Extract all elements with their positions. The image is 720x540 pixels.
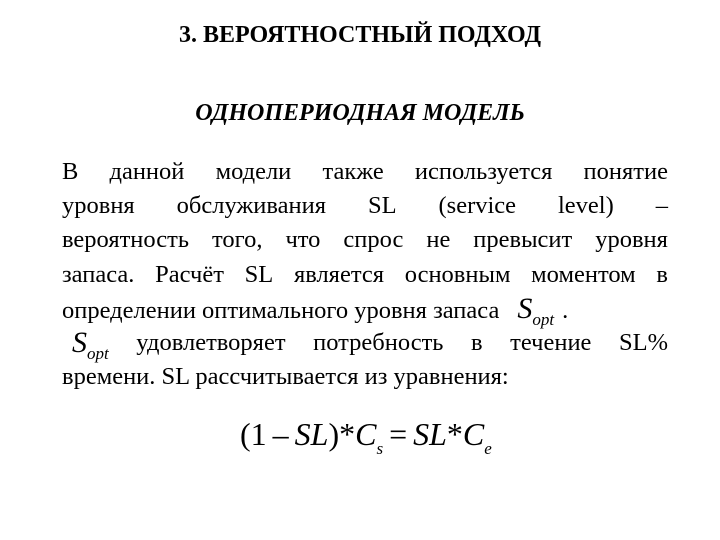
- minus-sign: –: [272, 416, 289, 452]
- word: того,: [212, 226, 263, 254]
- sl-term: SL: [413, 416, 447, 452]
- paragraph-line-1: [62, 155, 668, 189]
- word: превысит: [473, 226, 573, 254]
- times-sign: *: [339, 416, 356, 452]
- line-text: времени. SL рассчитывается из уравнения:: [62, 363, 509, 391]
- paragraph-line-3: [62, 223, 668, 257]
- word: удовлетворяет: [136, 328, 286, 356]
- subscript-e: e: [484, 439, 492, 458]
- word: является: [293, 260, 384, 288]
- paragraph-line-7: [62, 360, 668, 394]
- close-paren: ): [328, 416, 340, 452]
- word: запаса.: [62, 260, 135, 288]
- service-level-equation: [240, 412, 492, 462]
- word: что: [285, 226, 321, 254]
- word: обслуживания: [176, 192, 327, 220]
- word: –: [655, 192, 668, 220]
- word: (service: [438, 192, 517, 220]
- word: данной: [109, 158, 185, 185]
- sl-term: SL: [294, 416, 329, 452]
- word: используется: [414, 158, 553, 185]
- open-paren: (1: [240, 416, 267, 452]
- word: level): [558, 192, 614, 220]
- equals-sign: =: [389, 416, 408, 452]
- line-text: определении оптимального уровня запаса: [62, 296, 500, 324]
- word: SL: [367, 192, 397, 220]
- word: понятие: [583, 158, 668, 185]
- s-opt-symbol: $S_{opt}$: [517, 291, 555, 329]
- subscript-s: s: [376, 439, 384, 458]
- word: в: [471, 328, 483, 356]
- slide-subtitle: ОДНОПЕРИОДНАЯ МОДЕЛЬ: [195, 100, 525, 126]
- word: потребность: [313, 328, 444, 356]
- word: основным: [404, 260, 511, 288]
- word: не: [426, 226, 451, 254]
- slide-title: 3. ВЕРОЯТНОСТНЫЙ ПОДХОД: [179, 22, 541, 48]
- word: в: [656, 260, 668, 288]
- s-opt-symbol: $S_{opt}$: [72, 325, 109, 363]
- cost-c: C: [355, 416, 377, 452]
- word: течение: [510, 328, 592, 356]
- body-paragraph: [62, 155, 668, 394]
- paragraph-line-6: [62, 325, 668, 363]
- word: уровня: [62, 192, 135, 220]
- word: В: [62, 158, 79, 185]
- word: уровня: [595, 226, 668, 254]
- word: спрос: [343, 226, 404, 254]
- paragraph-line-5: [62, 291, 668, 329]
- paragraph-line-4: [62, 258, 668, 292]
- word: также: [322, 158, 384, 185]
- times-sign: *: [446, 416, 463, 452]
- paragraph-line-2: [62, 189, 668, 223]
- cost-c: C: [462, 416, 485, 452]
- word: модели: [215, 158, 292, 185]
- word: Расчёт: [155, 260, 224, 288]
- line-end: .: [562, 296, 569, 324]
- word: SL: [244, 260, 274, 288]
- word: вероятность: [62, 226, 190, 254]
- word: SL%: [619, 328, 668, 356]
- word: моментом: [531, 260, 636, 288]
